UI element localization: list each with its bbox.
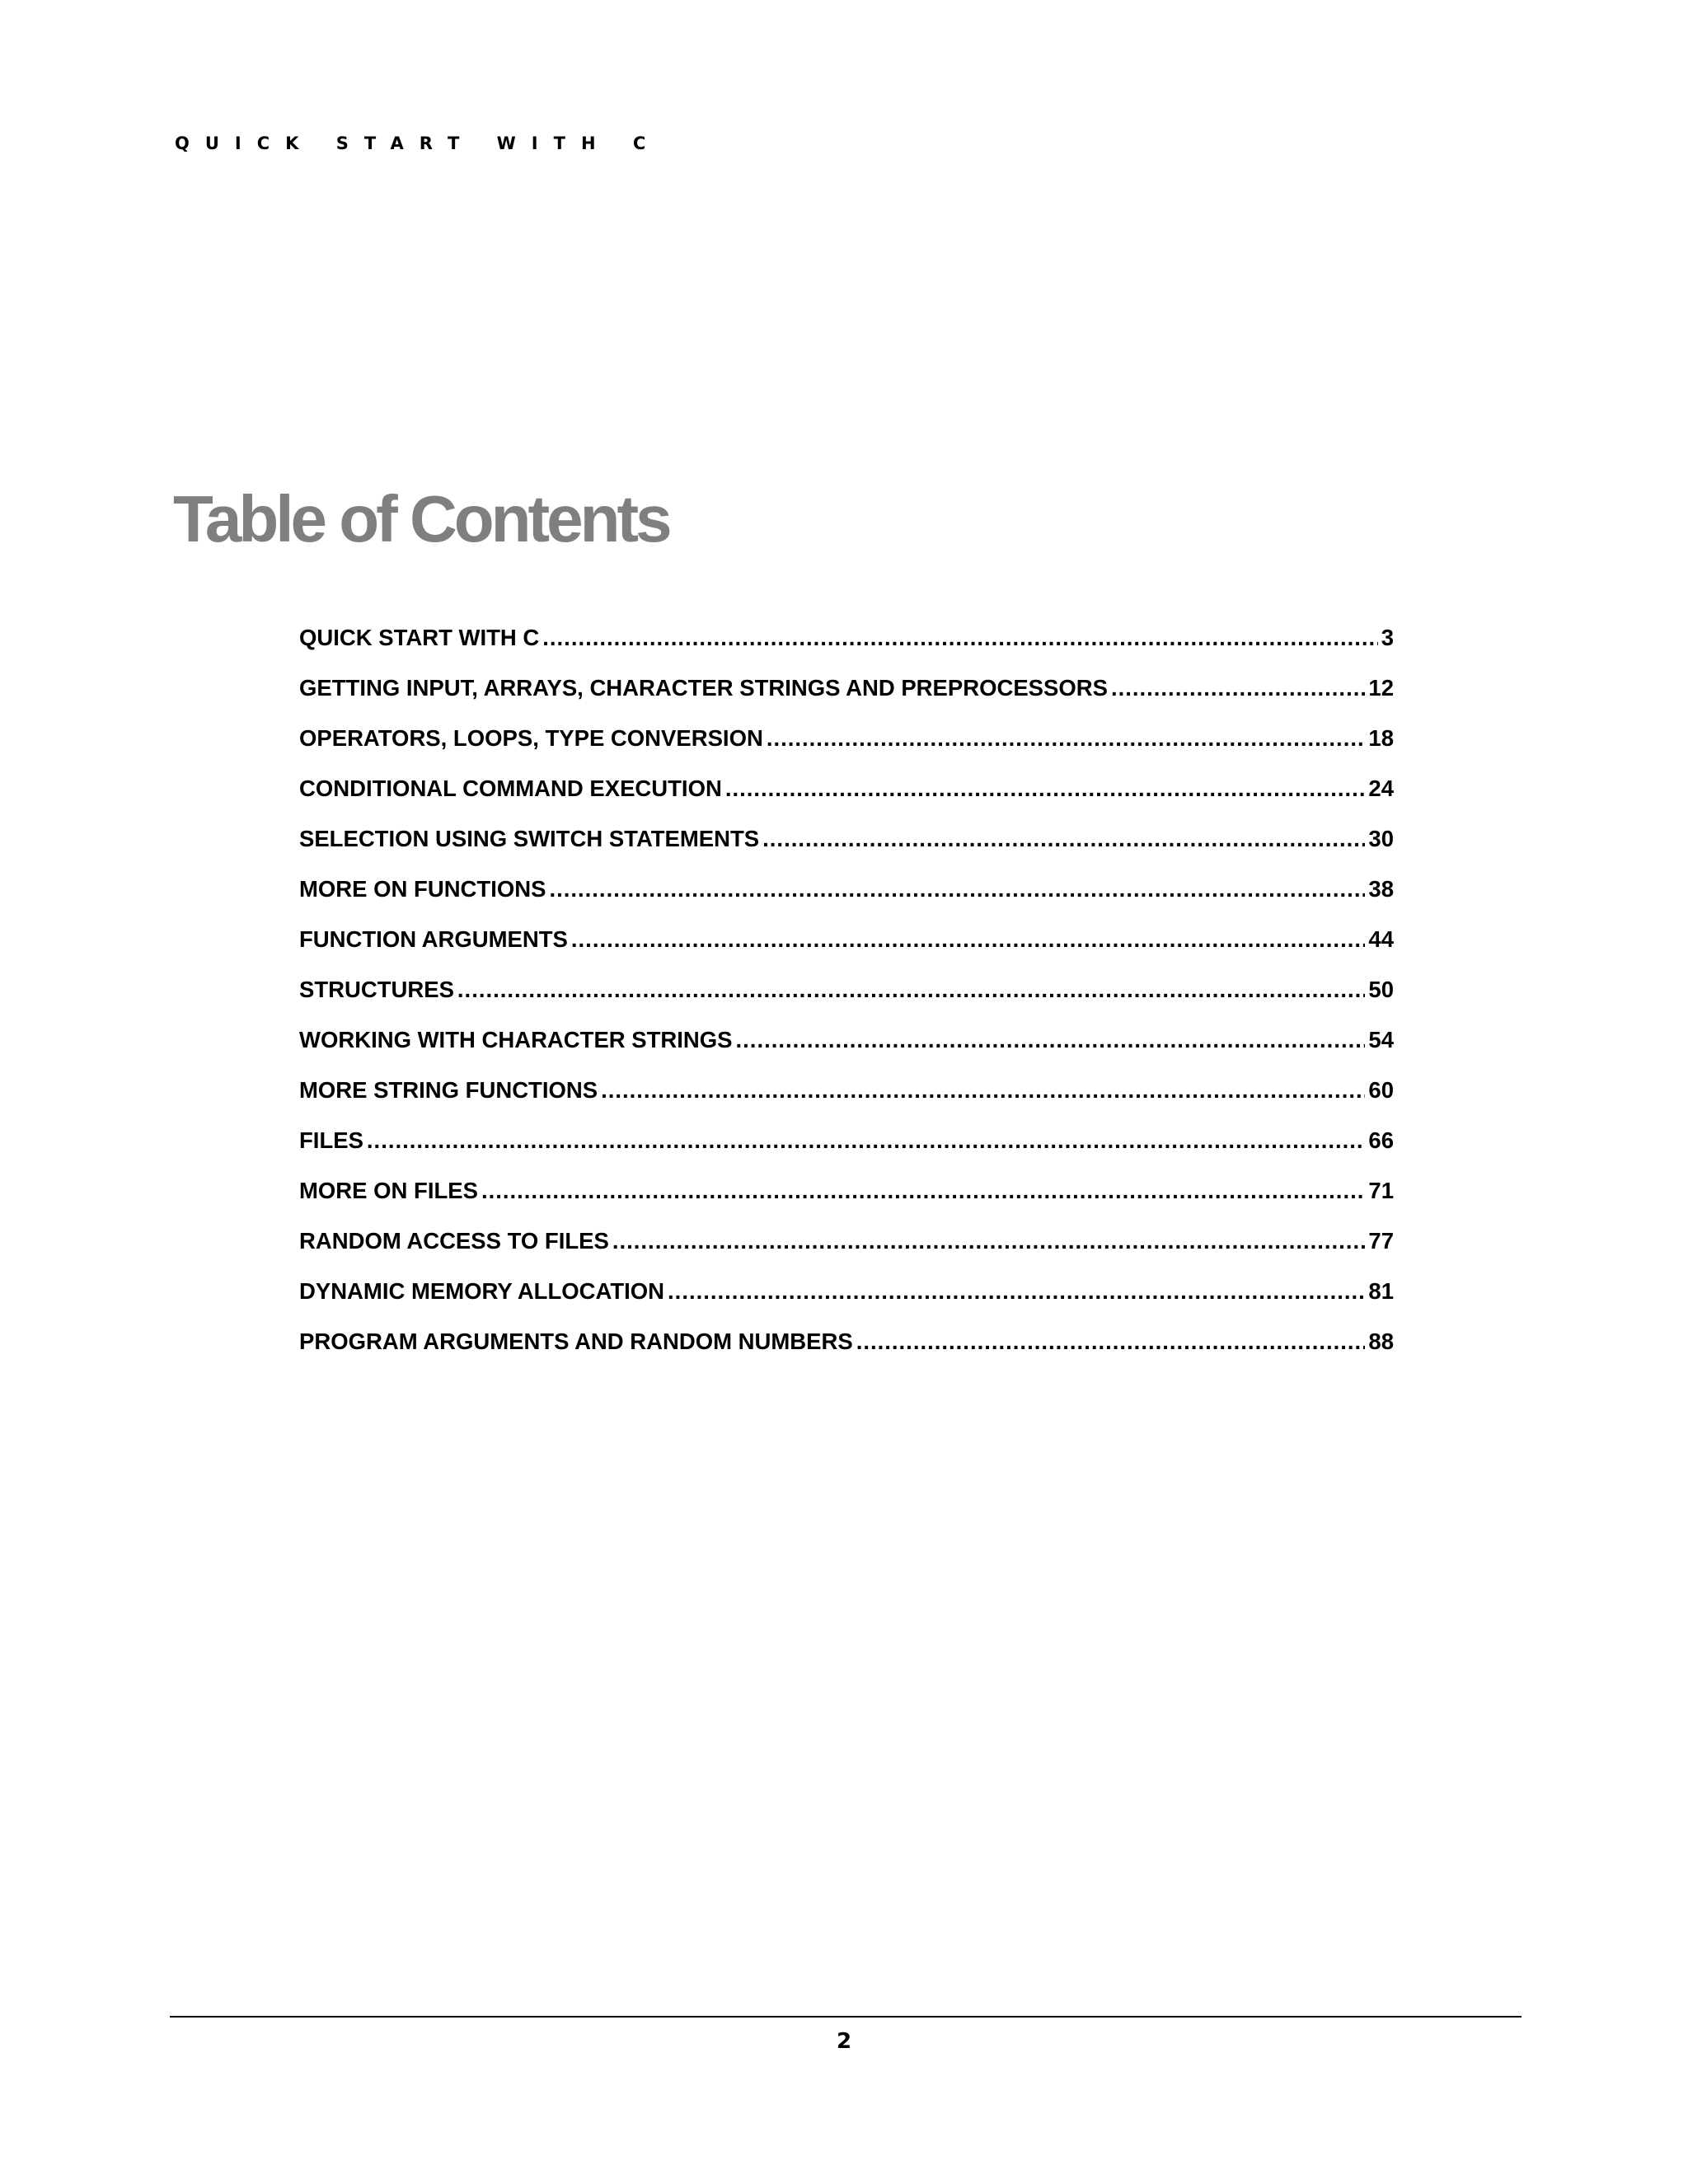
toc-entry-title: GETTING INPUT, ARRAYS, CHARACTER STRINGS AND PREPROCESSORS — [299, 675, 1108, 701]
toc-title: Table of Contents — [173, 482, 669, 555]
toc-leader-dots — [542, 625, 1377, 651]
toc-leader-dots — [571, 926, 1366, 953]
toc-entry[interactable] — [299, 826, 1394, 876]
toc-entry-page: 18 — [1368, 725, 1394, 751]
toc-entry-title: MORE ON FILES — [299, 1178, 478, 1203]
toc-leader-dots — [736, 1027, 1366, 1053]
toc-entry-page: 71 — [1368, 1178, 1394, 1203]
toc-entry[interactable] — [299, 1278, 1394, 1329]
toc-entry[interactable] — [299, 876, 1394, 926]
toc-entry-page: 54 — [1368, 1027, 1394, 1052]
toc-entry-title: STRUCTURES — [299, 977, 454, 1002]
toc-entry[interactable] — [299, 926, 1394, 977]
toc-entry-title: WORKING WITH CHARACTER STRINGS — [299, 1027, 733, 1052]
toc-leader-dots — [367, 1127, 1365, 1154]
toc-entry-title: MORE ON FUNCTIONS — [299, 876, 546, 902]
toc-leader-dots — [856, 1329, 1366, 1355]
toc-entry-page: 60 — [1368, 1077, 1394, 1103]
running-header: QUICK START WITH C — [175, 134, 662, 153]
toc-entry-title: FUNCTION ARGUMENTS — [299, 926, 568, 952]
toc-leader-dots — [612, 1228, 1366, 1254]
toc-entry[interactable] — [299, 1329, 1394, 1379]
toc-entry[interactable] — [299, 1127, 1394, 1178]
toc-entry[interactable] — [299, 977, 1394, 1027]
toc-entry[interactable] — [299, 625, 1394, 675]
toc-entry-title: PROGRAM ARGUMENTS AND RANDOM NUMBERS — [299, 1329, 853, 1354]
toc-entry-page: 66 — [1368, 1127, 1394, 1153]
toc-entry[interactable] — [299, 1027, 1394, 1077]
toc-leader-dots — [457, 977, 1365, 1003]
toc-entry[interactable] — [299, 1077, 1394, 1127]
toc-leader-dots — [668, 1278, 1365, 1305]
toc-leader-dots — [481, 1178, 1365, 1204]
toc-list — [299, 625, 1394, 1379]
toc-leader-dots — [762, 826, 1365, 852]
toc-entry-title: CONDITIONAL COMMAND EXECUTION — [299, 776, 722, 801]
toc-entry-page: 81 — [1368, 1278, 1394, 1304]
toc-entry-page: 30 — [1368, 826, 1394, 851]
toc-entry-title: QUICK START WITH C — [299, 625, 540, 650]
footer-divider — [170, 2016, 1522, 2018]
toc-entry-title: OPERATORS, LOOPS, TYPE CONVERSION — [299, 725, 763, 751]
toc-entry-page: 38 — [1368, 876, 1394, 902]
toc-leader-dots — [725, 776, 1366, 802]
toc-entry[interactable] — [299, 725, 1394, 776]
toc-entry-title: DYNAMIC MEMORY ALLOCATION — [299, 1278, 665, 1304]
toc-entry-title: SELECTION USING SWITCH STATEMENTS — [299, 826, 760, 851]
toc-entry-title: MORE STRING FUNCTIONS — [299, 1077, 598, 1103]
toc-entry-page: 77 — [1368, 1228, 1394, 1254]
toc-leader-dots — [549, 876, 1365, 902]
toc-leader-dots — [601, 1077, 1365, 1104]
toc-entry-page: 24 — [1368, 776, 1394, 801]
toc-entry-title: RANDOM ACCESS TO FILES — [299, 1228, 609, 1254]
toc-entry-title: FILES — [299, 1127, 363, 1153]
toc-entry[interactable] — [299, 776, 1394, 826]
toc-entry-page: 3 — [1381, 625, 1394, 650]
toc-entry-page: 12 — [1368, 675, 1394, 701]
toc-entry-page: 50 — [1368, 977, 1394, 1002]
toc-entry[interactable] — [299, 675, 1394, 725]
toc-entry-page: 88 — [1368, 1329, 1394, 1354]
toc-entry-page: 44 — [1368, 926, 1394, 952]
toc-leader-dots — [1111, 675, 1365, 701]
toc-entry[interactable] — [299, 1178, 1394, 1228]
toc-entry[interactable] — [299, 1228, 1394, 1278]
page-number: 2 — [836, 2029, 852, 2054]
toc-leader-dots — [767, 725, 1366, 752]
